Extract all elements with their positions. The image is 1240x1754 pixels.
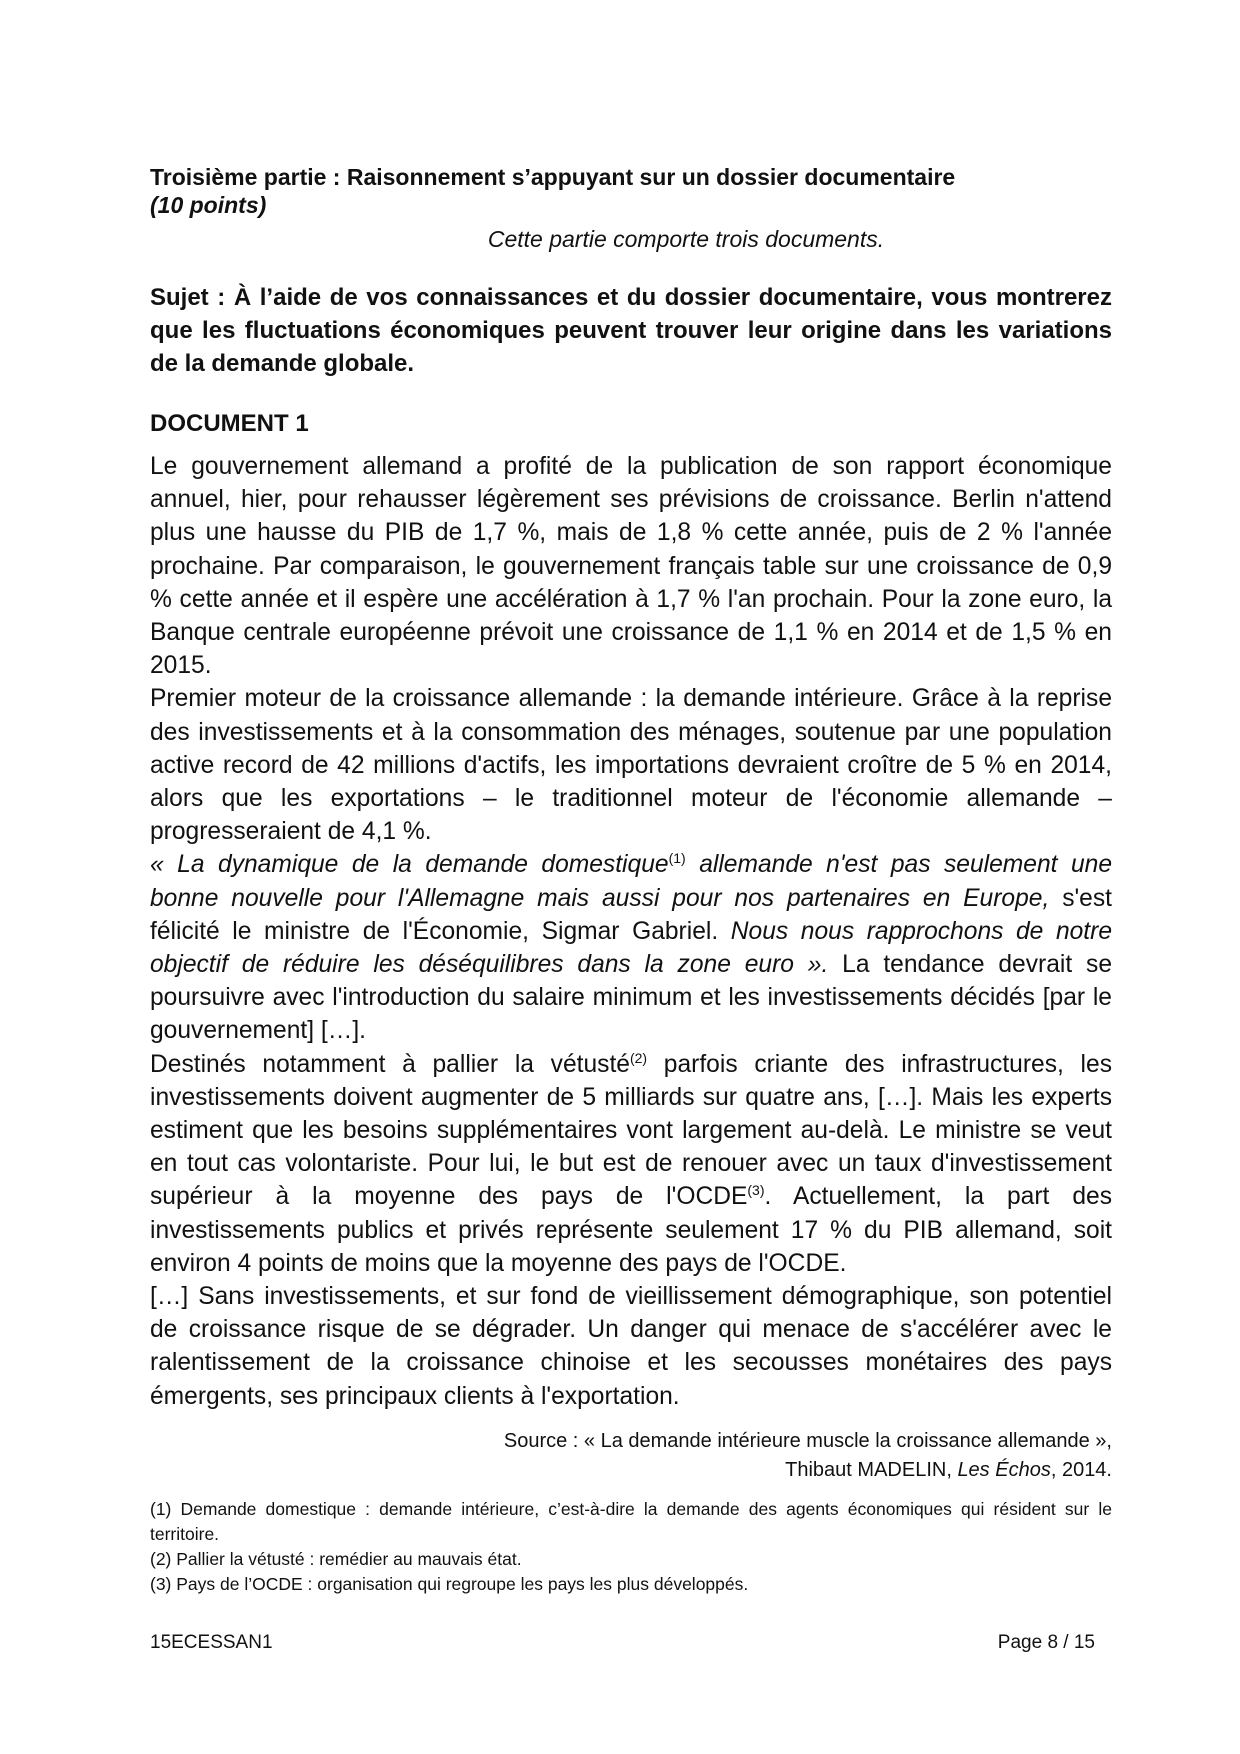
source-publication: Les Échos — [957, 1458, 1051, 1481]
quote-part-c: Nous nous rapprochons de notre objectif de réduire les déséquilibres dans la zone euro ». — [150, 917, 1112, 979]
source-title: Source : « La demande intérieure muscle la croissance allemande », — [503, 1429, 1112, 1452]
section-points: (10 points) — [150, 192, 267, 218]
paragraph-1: Le gouvernement allemand a profité de la publication de son rapport économique annuel, hier, pour rehausser légèrement ses prévisions de croissance. Berlin n'attend plus une hausse du PIB de 1,7 %, mais de 1,8 % cette année, puis de 2 % l'année prochaine. Par comparaison, le gouvernement français table sur une croissance de 0,9 % cette année et il espère une accélération à 1,7 % l'an prochain. Pour la zone euro, la Banque centrale européenne prévoit une croissance de 1,1 % en 2014 et de 1,5 % en 2015. — [150, 453, 1112, 680]
paragraph-4-text-c: . Actuellement, la part des investissements publics et privés représente seulement 17 % du PIB allemand, soit environ 4 points de moins que la moyenne des pays de l'OCDE. — [150, 1183, 1112, 1277]
paragraph-4 — [150, 1048, 1112, 1280]
section-title: Troisième partie : Raisonnement s’appuyant sur un dossier documentaire — [150, 164, 956, 190]
paragraph-3 — [150, 848, 1112, 1047]
footnote-ref-3: (3) — [747, 1182, 765, 1199]
paragraph-4-text-a: Destinés notamment à pallier la vétusté — [150, 1050, 630, 1078]
quote-part-b: allemande n'est pas seulement une bonne nouvelle pour l'Allemagne mais aussi pour nos partenaires en Europe, — [150, 851, 1113, 912]
section-note: Cette partie comporte trois documents. — [487, 226, 885, 252]
footnote-ref-2: (2) — [629, 1049, 648, 1066]
page-number: Page 8 / 15 — [997, 1632, 1095, 1653]
paragraph-3-text-b: La tendance devrait se poursuivre avec l'introduction du salaire minimum et les investissements décidés [par le gouvernement] […]. — [150, 951, 1112, 1045]
source-citation — [150, 1427, 1112, 1485]
footnote-ref-1: (1) — [668, 850, 686, 867]
exam-code: 15ECESSAN1 — [150, 1632, 273, 1653]
footnote-1: (1) Demande domestique : demande intérieure, c’est-à-dire la demande des agents économiques qui résident sur le territoire. — [150, 1498, 1112, 1544]
subject-text: Sujet : À l’aide de vos connaissances et du dossier documentaire, vous montrerez que les fluctuations économiques peuvent trouver leur origine dans les variations de la demande globale. — [150, 284, 1112, 377]
paragraph-5: […] Sans investissements, et sur fond de vieillissement démographique, son potentiel de croissance risque de se dégrader. Un danger qui menace de s'accélérer avec le ralentissement de la croissance chinoise et les secousses monétaires des pays émergents, ses principaux clients à l'exportation. — [150, 1283, 1112, 1410]
paragraph-3-text-a: s'est félicité le ministre de l'Économie, Sigmar Gabriel. — [150, 884, 1112, 945]
document-title: DOCUMENT 1 — [150, 410, 309, 437]
paragraph-4-text-b: parfois criante des infrastructures, les investissements doivent augmenter de 5 milliards sur quatre ans, […]. Mais les experts estiment que les besoins supplémentaires vont largement au-delà. Le ministre se veut en tout cas volontariste. Pour lui, le but est de renouer avec un taux d'investissement supérieur à la moyenne des pays de l'OCDE — [150, 1050, 1112, 1211]
source-author-line — [150, 1456, 1112, 1485]
footnote-3: (3) Pays de l’OCDE : organisation qui regroupe les pays les plus développés. — [150, 1573, 749, 1594]
source-author: Thibaut MADELIN, — [785, 1458, 958, 1481]
page-content — [150, 162, 1112, 1597]
page-footer — [150, 1632, 1095, 1654]
paragraph-2: Premier moteur de la croissance allemande : la demande intérieure. Grâce à la reprise des investissements et à la consommation des ménages, soutenue par une population active record de 42 millions d'actifs, les importations devraient croître de 5 % en 2014, alors que les exportations – le traditionnel moteur de l'économie allemande – progresseraient de 4,1 %. — [150, 685, 1112, 846]
quote-part-a: « La dynamique de la demande domestique — [150, 851, 669, 879]
footnotes — [150, 1497, 1112, 1597]
document-body — [150, 450, 1112, 1413]
source-year: , 2014. — [1050, 1458, 1112, 1481]
footnote-2: (2) Pallier la vétusté : remédier au mauvais état. — [150, 1548, 522, 1569]
